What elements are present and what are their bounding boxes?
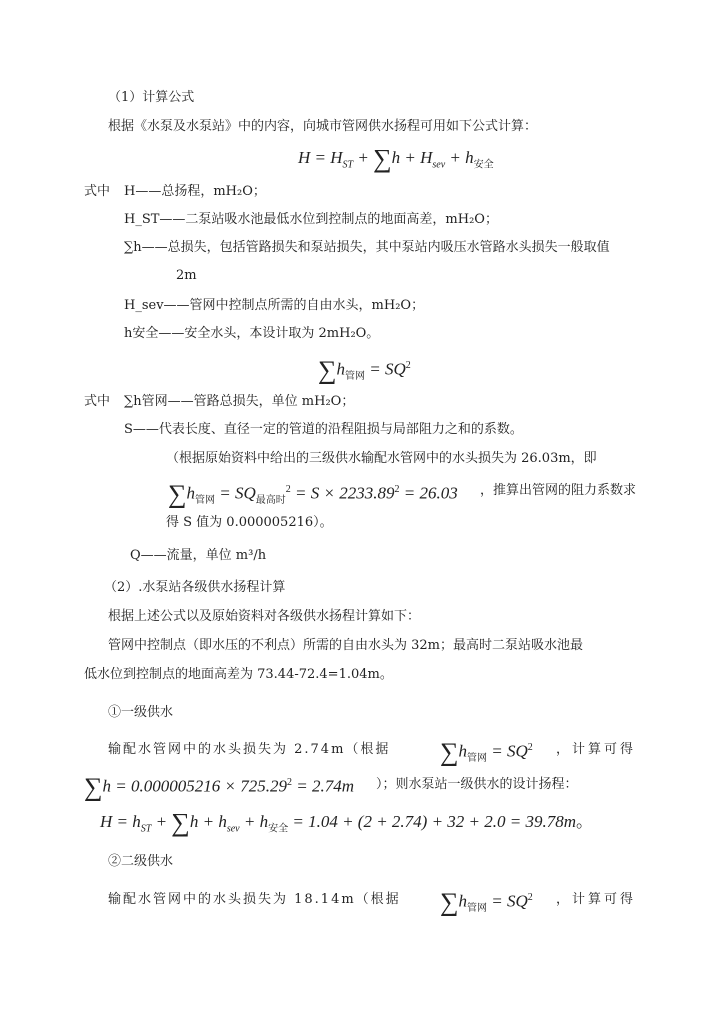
level-2-p1a: 输配水管网中的水头损失为 18.14m（根据	[108, 892, 401, 907]
def-label-1: 式中	[84, 184, 111, 199]
section-1-intro: 根据《水泵及水泵站》中的内容，向城市管网供水扬程可用如下公式计算：	[108, 119, 538, 134]
level-2-p1b: ，计算可得	[556, 892, 637, 907]
note-line-2: 得 S 值为 0.000005216）。	[166, 515, 333, 530]
level-1-result: $H = h_{ST} + \sum h + h_{sev} + h_{安全} = 1.04 + (2 + 2.74) + 32 + 2.0 = 39.78m$。	[100, 808, 594, 837]
def-H: H——总扬程，mH₂O；	[124, 184, 266, 199]
level-1-p1b: ，计算可得	[556, 742, 637, 757]
def-Hsev: H_sev——管网中控制点所需的自由水头，mH₂O；	[124, 298, 425, 313]
level-2-ref-formula: $\sum h_{管网} = SQ^2$	[440, 887, 533, 917]
level-1-p1a: 输配水管网中的水头损失为 2.74m（根据	[108, 742, 391, 757]
formula-total-head: $H = H_{ST} + \sum h + H_{sev} + h_{安全}$	[298, 144, 494, 173]
section-2-p3: 低水位到控制点的地面高差为 73.44-72.4=1.04m。	[84, 667, 393, 682]
section-1-heading: （1）计算公式	[108, 90, 195, 105]
level-1-heading: ①一级供水	[108, 705, 174, 720]
note-tail: ，推算出管网的阻力系数求	[480, 483, 637, 498]
section-2-p2: 管网中控制点（即水压的不利点）所需的自由水头为 32m；最高时二泵站吸水池最	[108, 638, 584, 653]
def-sum-h-2: 2m	[176, 268, 197, 283]
def-Hst: H_ST——二泵站吸水池最低水位到控制点的地面高差，mH₂O；	[124, 212, 498, 227]
def-h-net: ∑h管网——管路总损失，单位 mH₂O；	[124, 394, 355, 409]
section-2-p1: 根据上述公式以及原始资料对各级供水扬程计算如下：	[108, 609, 421, 624]
level-2-heading: ②二级供水	[108, 854, 174, 869]
level-1-p2: ）；则水泵站一级供水的设计扬程：	[376, 777, 578, 792]
note-line-1: （根据原始资料中给出的三级供水输配水管网中的水头损失为 26.03m，即	[166, 451, 597, 466]
section-2-heading: （2）.水泵站各级供水扬程计算	[104, 580, 286, 595]
note-formula: $\sum h_{管网} = SQ_{最高时}^2 = S \times 2233.89^2 = 26.03$	[168, 479, 458, 509]
def-h-safe: h安全——安全水头，本设计取为 2mH₂O。	[124, 326, 380, 341]
formula-pipe-loss: $\sum h_{管网} = SQ^2$	[318, 355, 411, 385]
level-1-formula: $\sum h = 0.000005216 \times 725.29^2 = 2.74m$	[84, 772, 354, 802]
def-S: S——代表长度、直径一定的管道的沿程阻损与局部阻力之和的系数。	[124, 422, 523, 437]
level-1-ref-formula: $\sum h_{管网} = SQ^2$	[440, 737, 533, 767]
def-Q: Q——流量，单位 m³/h	[130, 548, 267, 563]
def-sum-h-1: ∑h——总损失，包括管路损失和泵站损失，其中泵站内吸压水管路水头损失一般取值	[124, 240, 610, 255]
def-label-2: 式中	[84, 394, 111, 409]
